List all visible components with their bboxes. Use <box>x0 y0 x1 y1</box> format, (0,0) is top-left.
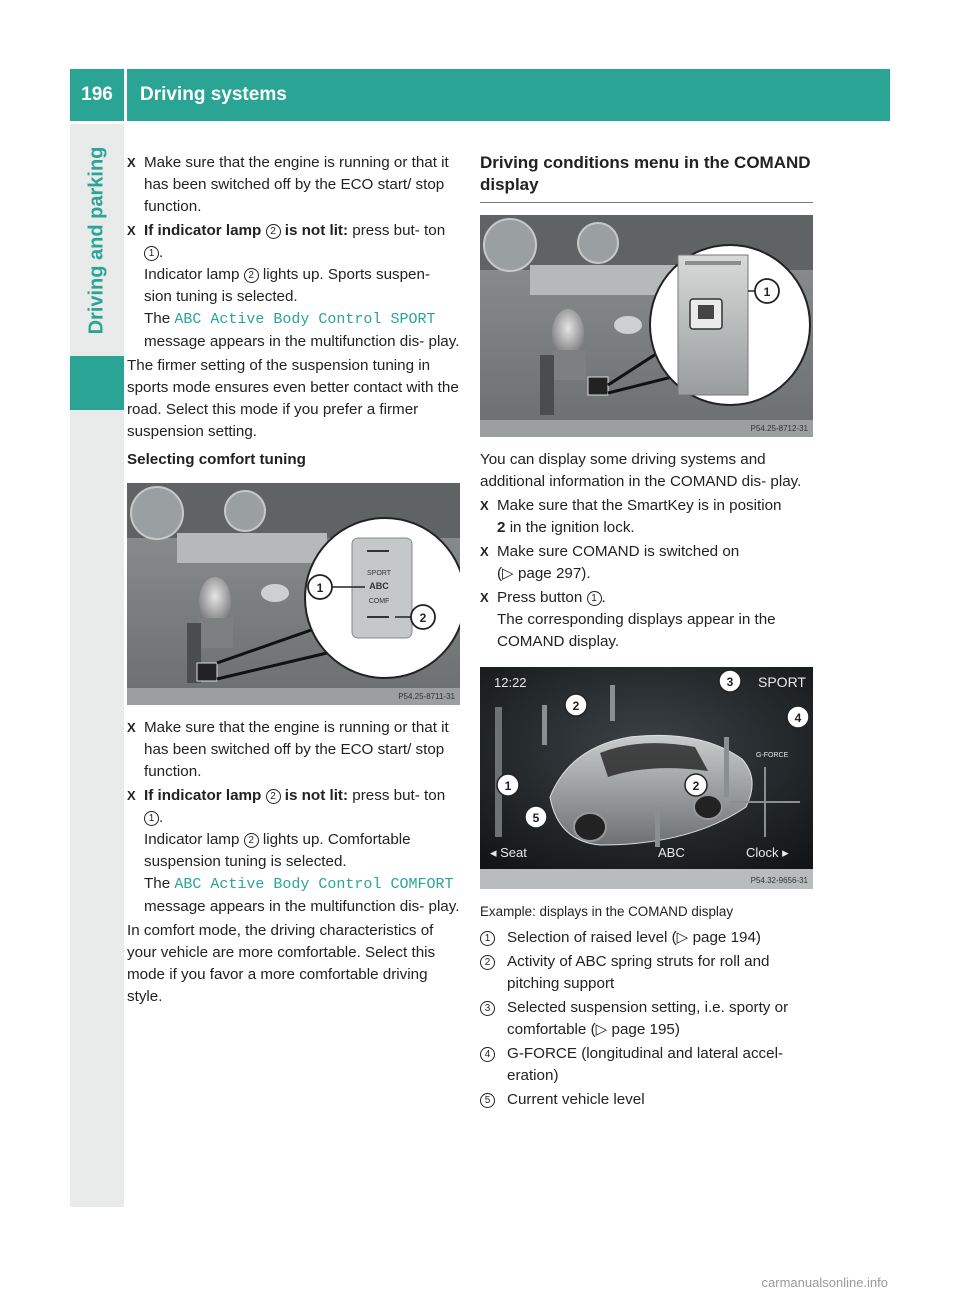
chapter-title: Driving systems <box>127 69 890 121</box>
step-arrow-icon: X <box>127 223 136 238</box>
label-sport: SPORT <box>367 570 391 577</box>
page-number: 196 <box>70 69 124 121</box>
legend-text: Current vehicle level <box>507 1091 645 1108</box>
label-comf: COMF <box>368 598 390 605</box>
marker-3-icon: 3 <box>480 1001 495 1016</box>
marker-1-icon: 1 <box>144 246 159 261</box>
seat-button[interactable]: ◂ Seat <box>490 845 527 860</box>
legend-item <box>480 1089 813 1111</box>
message-prefix: The <box>144 310 171 327</box>
step-result: Indicator lamp <box>144 831 240 848</box>
marker-2-icon: 2 <box>244 833 259 848</box>
marker-1-icon: 1 <box>587 591 602 606</box>
clock-time: 12:22 <box>494 675 527 690</box>
callout-2b-label: 2 <box>692 779 700 793</box>
step-text: Make sure that the engine is running or that it has been switched off by the ECO start/ stop function. <box>144 719 449 780</box>
key-position: 2 <box>497 519 506 536</box>
comand-display-screen <box>480 667 813 889</box>
step-item <box>127 152 460 218</box>
step-condition-tail: is not lit: <box>284 787 349 804</box>
message-suffix: message appears in the multifunction dis- play. <box>144 333 460 350</box>
body-paragraph: In comfort mode, the driving characteristics of your vehicle are more comfortable. Select this mode if you favor a more comfortable driving style. <box>127 922 436 1005</box>
step-text: Press button <box>497 589 583 606</box>
marker-1-icon: 1 <box>144 811 159 826</box>
marker-2-icon: 2 <box>266 224 281 239</box>
figure-ref: P54.32-9656-31 <box>750 876 808 885</box>
marker-5-icon: 5 <box>480 1093 495 1108</box>
marker-1-icon: 1 <box>480 931 495 946</box>
marker-2-icon: 2 <box>244 268 259 283</box>
message-prefix: The <box>144 875 171 892</box>
display-message: ABC Active Body Control SPORT <box>174 311 436 328</box>
step-arrow-icon: X <box>480 544 489 559</box>
clock-button[interactable]: Clock ▸ <box>746 845 789 860</box>
figure-ref: P54.25-8711-31 <box>398 692 455 701</box>
sidebar-tab <box>70 124 124 1207</box>
legend-item <box>480 927 813 949</box>
marker-4-icon: 4 <box>480 1047 495 1062</box>
step-arrow-icon: X <box>127 155 136 170</box>
legend-text: Activity of ABC spring struts for roll and pitching support <box>507 953 770 992</box>
sidebar-section-label: Driving and parking <box>85 146 108 334</box>
step-item: X If indicator lamp 2 is not lit: press but- ton 1 . Indicator lamp 2 lights up. Sports suspen- sion tuning is selected. The ABC Active Body Control SPORT message appears in the multifunction dis- play. <box>127 222 460 350</box>
legend-text: G-FORCE (longitudinal and lateral accel- eration) <box>507 1045 784 1084</box>
figure-ref: P54.25-8712-31 <box>750 424 808 433</box>
step-text: Make sure that the SmartKey is in position <box>497 497 782 514</box>
legend-item <box>480 951 813 995</box>
body-paragraph: The firmer setting of the suspension tuning in sports mode ensures even better contact with the road. Select this mode if you prefer a firmer suspension setting. <box>127 357 459 440</box>
step-item: X If indicator lamp 2 is not lit: press but- ton 1 . Indicator lamp 2 lights up. Comfortable suspension tuning is selected. The ABC Active Body Control COMFORT message appears in the multifunction dis- play. <box>127 787 460 915</box>
mode-sport: SPORT <box>758 674 806 690</box>
sidebar-section <box>70 124 124 356</box>
sidebar-marker <box>70 356 124 410</box>
step-item <box>480 541 813 585</box>
label-abc: ABC <box>369 581 389 591</box>
step-arrow-icon: X <box>127 788 136 803</box>
callout-1-label: 1 <box>504 779 512 793</box>
callout-1-label: 1 <box>763 285 771 299</box>
subheading: Selecting comfort tuning <box>127 451 306 468</box>
step-condition: If indicator lamp <box>144 787 262 804</box>
step-text: Make sure COMAND is switched on <box>497 543 740 560</box>
abc-button[interactable]: ABC <box>658 845 685 860</box>
step-text: press but- ton <box>352 222 446 239</box>
step-arrow-icon: X <box>480 590 489 605</box>
step-item <box>127 717 460 783</box>
left-column <box>127 152 460 1010</box>
section-title: Driving conditions menu in the COMAND display <box>480 152 813 203</box>
footer-watermark: carmanualsonline.info <box>761 1275 888 1290</box>
marker-2-icon: 2 <box>480 955 495 970</box>
legend-text: Selection of raised level (▷ page 194) <box>507 929 761 946</box>
step-result: Indicator lamp <box>144 266 240 283</box>
step-text-tail: in the ignition lock. <box>509 519 635 536</box>
figure-console-button <box>480 215 813 437</box>
legend-text: Selected suspension setting, i.e. sporty or comfortable (▷ page 195) <box>507 999 789 1038</box>
step-arrow-icon: X <box>480 498 489 513</box>
console-button-illustration <box>480 215 813 437</box>
step-text: Make sure that the engine is running or that it has been switched off by the ECO start/ stop function. <box>144 154 449 215</box>
callout-2-label: 2 <box>419 611 427 625</box>
center-console-illustration <box>127 483 460 705</box>
step-item: X Press button 1 . The corresponding displays appear in the COMAND display. <box>480 589 776 650</box>
page-reference: (▷ page 297). <box>497 565 591 582</box>
message-suffix: message appears in the multifunction dis- play. <box>144 898 460 915</box>
legend-item <box>480 1043 813 1087</box>
callout-4-label: 4 <box>794 711 802 725</box>
figure-abc-button <box>127 483 460 705</box>
display-message: ABC Active Body Control COMFORT <box>174 876 454 893</box>
right-column <box>480 152 813 1113</box>
step-condition-tail: is not lit: <box>284 222 349 239</box>
step-result: The corresponding displays appear in the COMAND display. <box>497 611 776 650</box>
figure-comand-display <box>480 667 813 889</box>
gforce-label: G-FORCE <box>756 752 789 759</box>
step-result-tail: lights up. Comfortable suspension tuning is selected. <box>144 831 411 870</box>
step-condition: If indicator lamp <box>144 222 262 239</box>
figure-caption: Example: displays in the COMAND display <box>480 904 734 919</box>
callout-1-label: 1 <box>316 581 324 595</box>
callout-3-label: 3 <box>726 675 734 689</box>
step-text: press but- ton <box>352 787 446 804</box>
callout-5-label: 5 <box>532 811 540 825</box>
page-header <box>70 69 890 121</box>
intro-paragraph: You can display some driving systems and additional information in the COMAND dis- play. <box>480 451 802 490</box>
callout-2-label: 2 <box>572 699 580 713</box>
step-arrow-icon: X <box>127 720 136 735</box>
legend-item <box>480 997 813 1041</box>
step-result-tail: lights up. Sports suspen- sion tuning is selected. <box>144 266 431 305</box>
marker-2-icon: 2 <box>266 789 281 804</box>
step-item <box>480 495 813 539</box>
